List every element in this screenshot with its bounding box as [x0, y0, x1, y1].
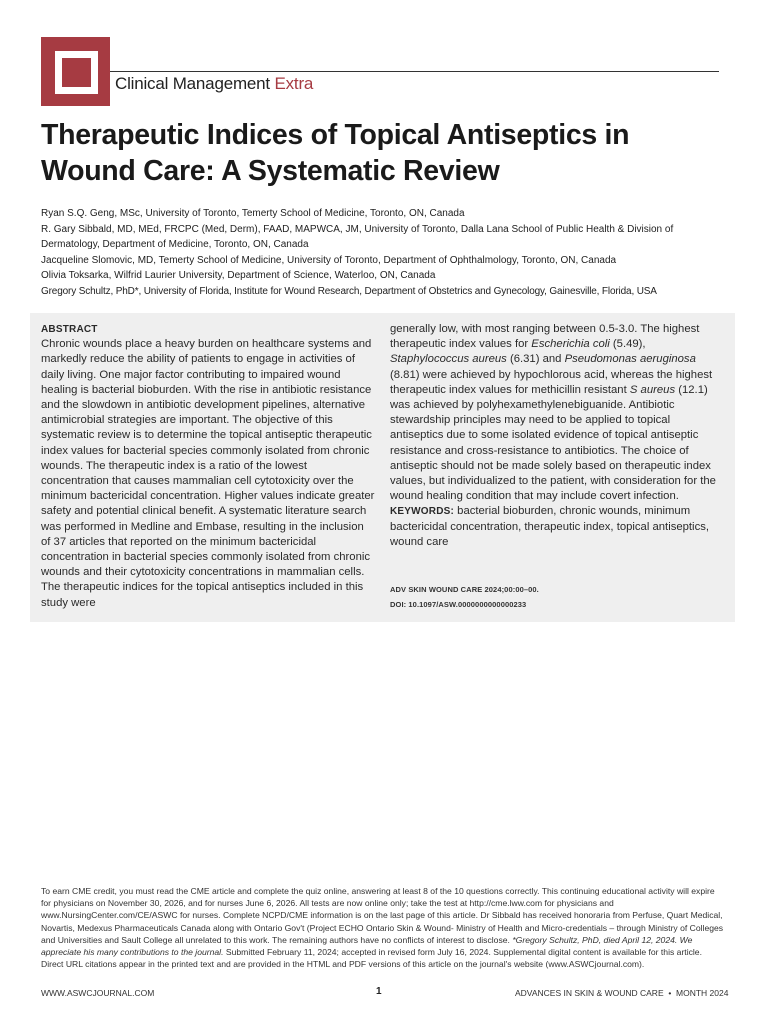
section-label — [115, 73, 313, 95]
keywords — [390, 504, 720, 550]
section-extra: Extra — [274, 74, 314, 93]
abstract-left-column — [41, 322, 376, 611]
keywords-heading: KEYWORDS: — [390, 506, 455, 518]
author-1: Ryan S.Q. Geng, MSc, University of Toronto, Temerty School of Medicine, Toronto, ON, Canada — [41, 208, 465, 219]
abstract-text-left: Chronic wounds place a heavy burden on healthcare systems and markedly reduce the ability of patients to engage in activities of daily living. One major factor contributing to impaired wound healing is bacterial bioburden. With the rise in antibiotic resistance and the slowdown in antibiotic development pipelines, alternative antimicrobial strategies are important. The objective of this systematic review is to determine the topical antiseptic therapeutic index values for bacterial species commonly isolated from chronic wounds. The therapeutic index is a ratio of the lowest concentration that causes mammalian cell cytotoxicity over the minimum bactericidal concentration. Higher values indicate greater safety and potential clinical benefit. A systematic literature search was performed in Medline and Embase, resulting in the inclusion of 37 articles that reported on the minimum bactericidal concentration in bacterial species commonly isolated from chronic wounds and their cytotoxicity concentrations in mammalian cells. The therapeutic indices for the topical antiseptics included in this study were — [41, 338, 375, 609]
doi: DOI: 10.1097/ASW.0000000000000233 — [390, 600, 527, 609]
logo-square-icon — [55, 51, 98, 94]
section-main: Clinical Management — [115, 74, 270, 93]
author-list — [41, 206, 721, 300]
footnote: To earn CME credit, you must read the CME article and complete the quiz online, answering at least 8 of the 10 questions correctly. This continuing educational activity will expire for physicians on November 30, 2026, and for nurses June 6, 2026. All tests are now online only; take the test at http://cme.lww.com for physicians and www.NursingCenter.com/CE/ASWC for nurses. Complete NCPD/CME information is on the last page of this article. Dr Sibbald has received honoraria from Perfuse, Quart Medical, Novartis, Medexus Pharmaceuticals Canada along with Ontario Gov't (Project ECHO Ontario Skin & Wound- Ministry of Health and Micro-credentials – through Ministry of Colleges and Universities and Sault College all unrelated to this work. The remaining authors have no conflicts of interest to disclose. *Gregory Schultz, PhD, died April 12, 2024. We appreciate his many contributions to the journal. Submitted February 11, 2024; accepted in revised form July 16, 2024. Supplemental digital content is available for this article. Direct URL citations appear in the printed text and are provided in the HTML and PDF versions of this article on the journal's website (www.ASWCjournal.com). — [41, 886, 724, 970]
page-number: 1 — [376, 986, 382, 997]
abstract-right-column — [390, 322, 720, 550]
citation: ADV SKIN WOUND CARE 2024;00:00–00. — [390, 585, 539, 594]
author-5: Gregory Schultz, PhD*, University of Florida, Institute for Wound Research, Department of Obstetrics and Gynecology, Gainesville, Florida, USA — [41, 285, 657, 297]
author-2: R. Gary Sibbald, MD, MEd, FRCPC (Med, Derm), FAAD, MAPWCA, JM, University of Toronto, Dalla Lana School of Public Health & Division of Dermatology, Department of Medicine, Toronto, ON, Canada — [41, 223, 674, 251]
abstract-heading: ABSTRACT — [41, 324, 98, 335]
header-rule — [110, 71, 719, 72]
article-title: Therapeutic Indices of Topical Antiseptics in Wound Care: A Systematic Review — [41, 119, 630, 187]
footer-website: WWW.ASWCJOURNAL.COM — [41, 988, 155, 998]
footer-journal: ADVANCES IN SKIN & WOUND CARE • MONTH 2024 — [515, 988, 729, 998]
keywords-text: bacterial bioburden, chronic wounds, minimum bactericidal concentration, therapeutic index, topical antiseptics, wound care — [390, 505, 710, 548]
author-3: Jacqueline Slomovic, MD, Temerty School of Medicine, University of Toronto, Department of Ophthalmology, Toronto, ON, Canada — [41, 254, 617, 266]
journal-logo — [41, 37, 110, 106]
abstract-text-right: generally low, with most ranging between 0.5-3.0. The highest therapeutic index values for Escherichia coli (5.49), Staphylococcus aureus (6.31) and Pseudomonas aeruginosa (8.81) were achieved by hypochlorous acid, whereas the highest therapeutic index values for methicillin resistant S aureus (12.1) was achieved by polyhexamethylenebiguanide. Antibiotic stewardship principles may need to be applied to topical antiseptics due to some isolated evidence of topical antiseptic resistance and cross-resistance to antibiotics. The choice of antiseptic should not be made solely based on therapeutic index values, but individualized to the patient, with consideration for the wound healing condition that may include covert infection. — [390, 323, 716, 503]
author-4: Olivia Toksarka, Wilfrid Laurier University, Department of Science, Waterloo, ON, Canada — [41, 270, 436, 282]
